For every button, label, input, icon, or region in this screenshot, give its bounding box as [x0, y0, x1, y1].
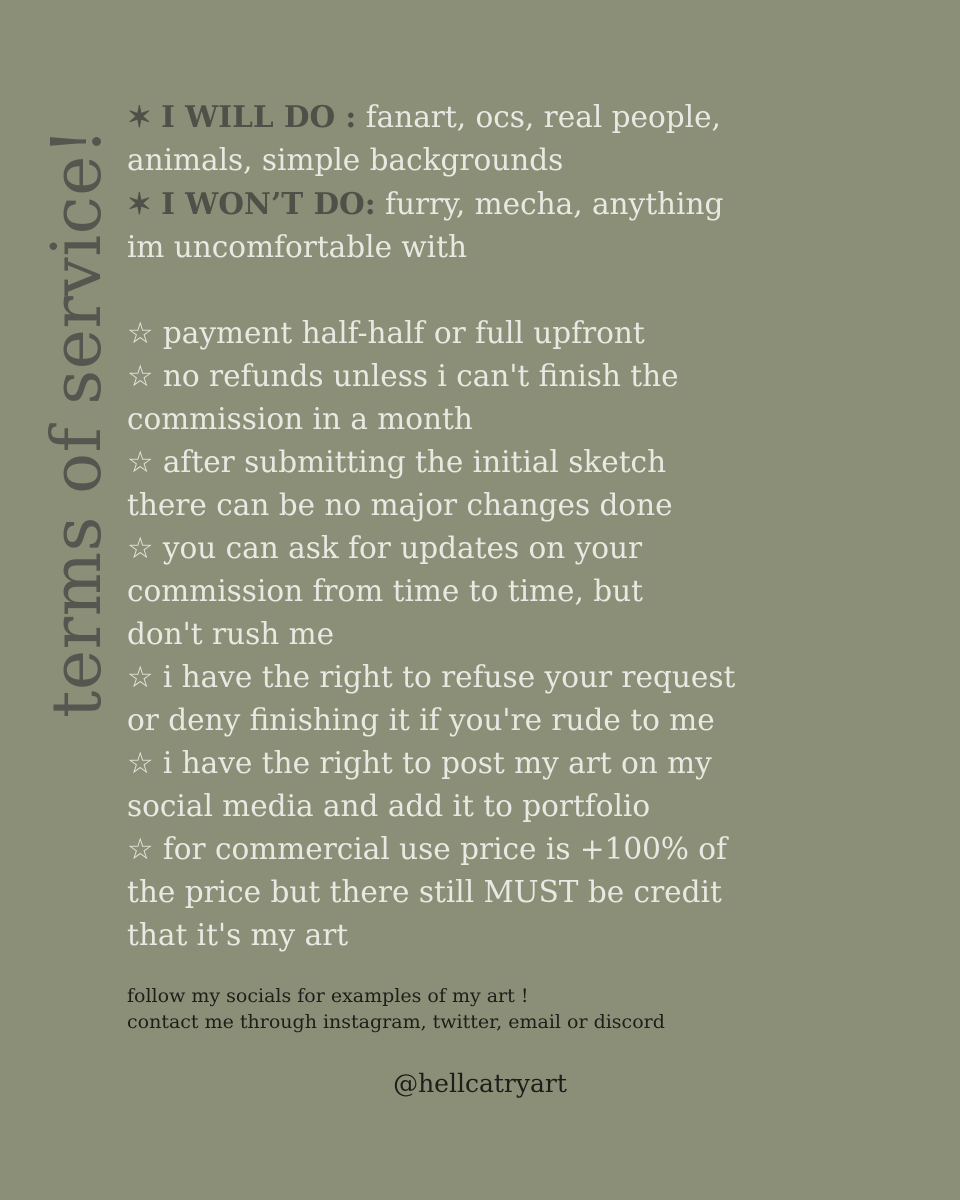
wont-do-label: I WON’T DO: — [161, 186, 376, 221]
footer-line-2: contact me through instagram, twitter, email or discord — [127, 1011, 665, 1033]
rule-text: after submitting the initial sketch — [162, 445, 667, 479]
rule-item-line — [127, 871, 907, 914]
page-title-vertical: terms of service! — [38, 127, 117, 718]
footer-note — [127, 983, 665, 1035]
footer-line-1: follow my socials for examples of my art ! — [127, 985, 529, 1007]
rules-list — [127, 312, 907, 957]
rule-text: commission in a month — [127, 402, 473, 436]
will-do-line-2: animals, simple backgrounds — [127, 143, 564, 177]
rule-item-line — [127, 312, 907, 355]
rule-text: commission from time to time, but — [127, 574, 643, 608]
rule-text: you can ask for updates on your — [162, 531, 643, 565]
rule-text: that it's my art — [127, 918, 349, 952]
will-do-label: I WILL DO : — [161, 99, 357, 134]
rule-item-line — [127, 613, 907, 656]
rule-item-line — [127, 914, 907, 957]
star-icon: ☆ — [127, 359, 154, 393]
spacer — [127, 269, 907, 312]
rule-item-line — [127, 355, 907, 398]
star-icon: ☆ — [127, 746, 154, 780]
star-icon: ☆ — [127, 445, 154, 479]
will-do-marker: ✶ — [127, 99, 152, 134]
rule-text: no refunds unless i can't finish the — [162, 359, 679, 393]
rule-text: social media and add it to portfolio — [127, 789, 651, 823]
will-do-text: fanart, ocs, real people, — [365, 100, 721, 134]
rule-text: the price but there still MUST be credit — [127, 875, 722, 909]
wont-do-marker: ✶ — [127, 186, 152, 221]
rule-text: or deny finishing it if you're rude to me — [127, 703, 715, 737]
rule-item-line — [127, 785, 907, 828]
rule-text: i have the right to refuse your request — [162, 660, 736, 694]
star-icon: ☆ — [127, 316, 154, 350]
rule-item-line — [127, 527, 907, 570]
rule-item-line — [127, 484, 907, 527]
wont-do-text: furry, mecha, anything — [385, 187, 724, 221]
rule-item-line — [127, 570, 907, 613]
rule-item-line — [127, 656, 907, 699]
rule-text: there can be no major changes done — [127, 488, 673, 522]
rule-text: for commercial use price is +100% of — [162, 832, 727, 866]
star-icon: ☆ — [127, 832, 154, 866]
wont-do-line-2: im uncomfortable with — [127, 230, 467, 264]
rule-item-line — [127, 742, 907, 785]
rule-item-line — [127, 441, 907, 484]
rule-item-line — [127, 828, 907, 871]
will-do-line-1 — [127, 95, 907, 139]
terms-list — [127, 95, 907, 957]
star-icon: ☆ — [127, 660, 154, 694]
social-handle: @hellcatryart — [393, 1069, 567, 1098]
rule-text: payment half-half or full upfront — [162, 316, 645, 350]
rule-text: don't rush me — [127, 617, 335, 651]
rule-text: i have the right to post my art on my — [162, 746, 712, 780]
rule-item-line — [127, 398, 907, 441]
rule-item-line — [127, 699, 907, 742]
wont-do-line-1 — [127, 182, 907, 226]
star-icon: ☆ — [127, 531, 154, 565]
